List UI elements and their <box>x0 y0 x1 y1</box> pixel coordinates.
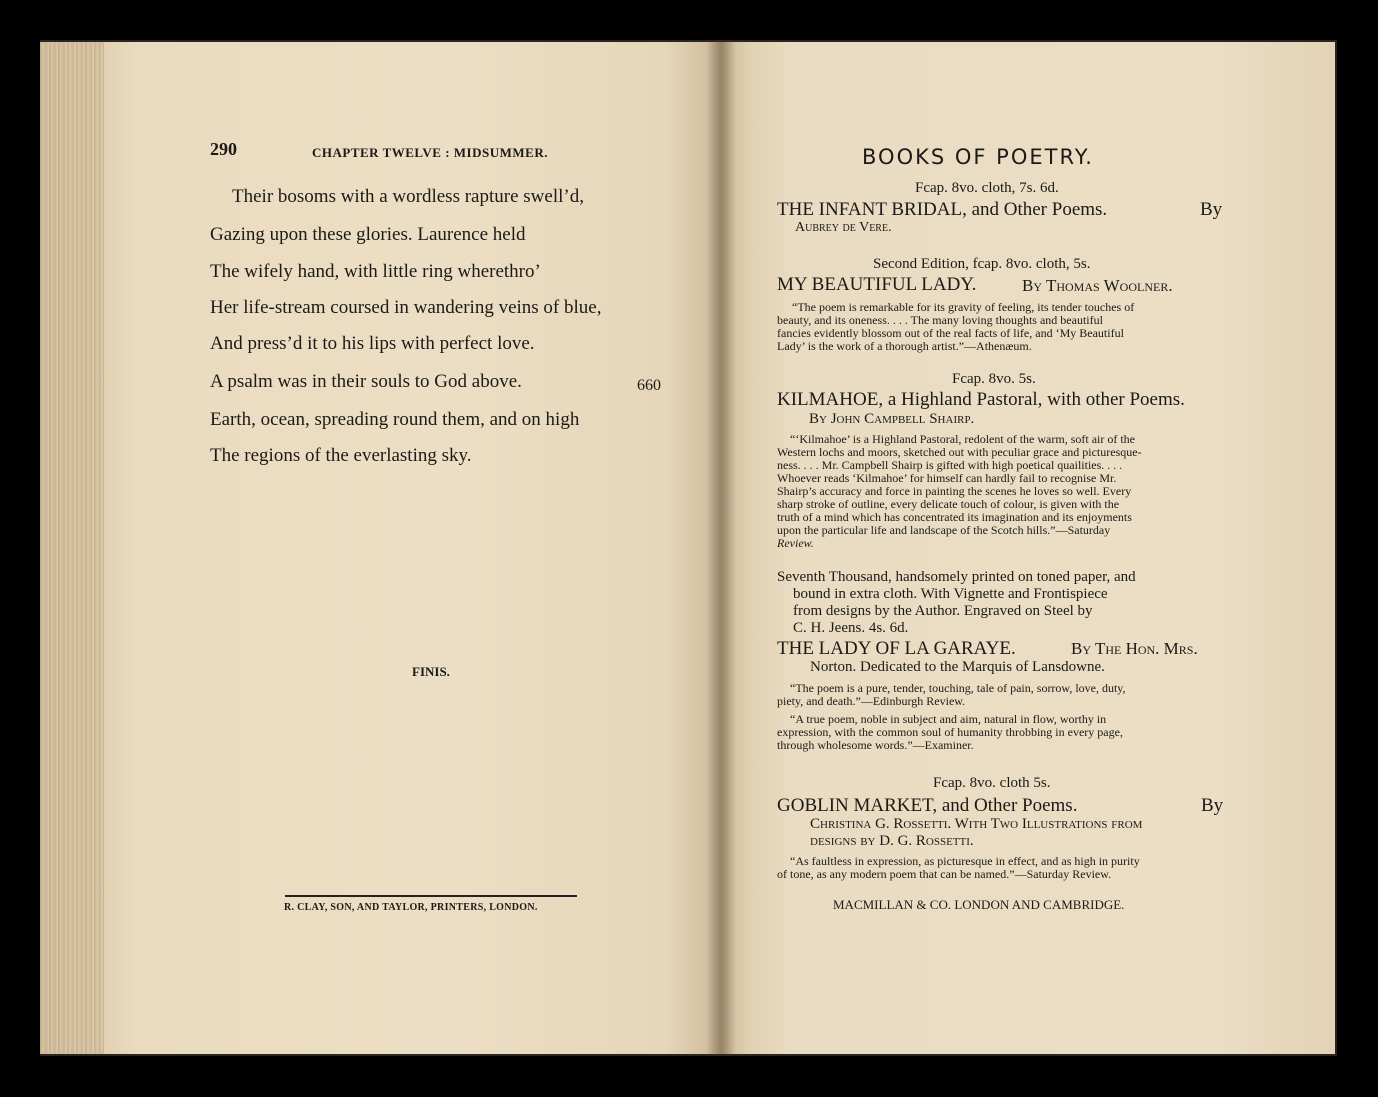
poem-line: The regions of the everlasting sky. <box>210 445 472 466</box>
review-line: Shairp’s accuracy and force in painting the scenes he loves so well. Every <box>777 484 1132 498</box>
review-line: Western lochs and moors, sketched out with peculiar grace and picturesque- <box>777 445 1142 459</box>
line-number: 660 <box>637 377 661 394</box>
poem-line: Gazing upon these glories. Laurence held <box>210 224 526 245</box>
entry-author: By John Campbell Shairp. <box>809 411 975 427</box>
review-line: “The poem is remarkable for its gravity of feeling, its tender touches of <box>792 300 1135 314</box>
entry-title: GOBLIN MARKET, and Other Poems. <box>777 795 1078 816</box>
entry-title: MY BEAUTIFUL LADY. <box>777 274 977 295</box>
finis: FINIS. <box>412 664 450 679</box>
section-title: BOOKS OF POETRY. <box>862 145 1094 169</box>
review-line: upon the particular life and landscape of the Scotch hills.”—Saturday <box>777 523 1111 537</box>
entry-author: Aubrey de Vere. <box>795 220 892 235</box>
review-line: sharp stroke of outline, every delicate touch of colour, is given with the <box>777 497 1120 511</box>
review-line: expression, with the common soul of humanity throbbing in every page, <box>777 725 1123 739</box>
poem-line: Her life-stream coursed in wandering veins of blue, <box>210 297 602 318</box>
entry-format: Second Edition, fcap. 8vo. cloth, 5s. <box>873 256 1091 272</box>
entry-title: KILMAHOE, a Highland Pastoral, with other Poems. <box>777 389 1185 410</box>
page-edges <box>40 42 104 1054</box>
entry-format: Fcap. 8vo. 5s. <box>952 371 1036 387</box>
poem-line: The wifely hand, with little ring wherethro’ <box>210 261 541 282</box>
entry-format-line: from designs by the Author. Engraved on Steel by <box>793 603 1093 619</box>
review-line: of tone, as any modern poem that can be named.”—Saturday Review. <box>777 867 1112 881</box>
poem-line: A psalm was in their souls to God above. <box>210 371 522 392</box>
review-line: through wholesome words.”—Examiner. <box>777 738 974 752</box>
publisher-imprint: MACMILLAN & CO. LONDON AND CAMBRIDGE. <box>833 897 1125 912</box>
poem-line: Earth, ocean, spreading round them, and on high <box>210 409 580 430</box>
entry-author: By Thomas Woolner. <box>1022 276 1173 295</box>
printer-rule <box>285 895 577 897</box>
entry-by: By <box>1201 795 1224 816</box>
review-line: truth of a mind which has concentrated its imagination and its enjoyments <box>777 510 1132 524</box>
entry-format: Fcap. 8vo. cloth, 7s. 6d. <box>915 180 1059 196</box>
review-line: “The poem is a pure, tender, touching, tale of pain, sorrow, love, duty, <box>790 681 1126 695</box>
book-spine <box>706 40 736 1056</box>
page-number: 290 <box>210 139 237 159</box>
entry-format: Fcap. 8vo. cloth 5s. <box>933 775 1051 791</box>
review-line: ness. . . . Mr. Campbell Shairp is gifted with high poetical quailities. . . . <box>777 458 1123 472</box>
entry-author-line: Christina G. Rossetti. With Two Illustrations from <box>810 816 1143 832</box>
review-line: piety, and death.”—Edinburgh Review. <box>777 694 966 708</box>
review-line: beauty, and its oneness. . . . The many loving thoughts and beautiful <box>777 313 1103 327</box>
review-line: Whoever reads ‘Kilmahoe’ for himself can hardly fail to recognise Mr. <box>777 471 1117 485</box>
entry-title: THE LADY OF LA GARAYE. <box>777 638 1016 659</box>
entry-by: By The Hon. Mrs. <box>1071 639 1198 658</box>
review-line: “As faultless in expression, as picturesque in effect, and as high in purity <box>790 854 1140 868</box>
entry-format-line: bound in extra cloth. With Vignette and Frontispiece <box>793 586 1108 602</box>
entry-author: Norton. Dedicated to the Marquis of Lansdowne. <box>810 659 1105 675</box>
entry-author-line: designs by D. G. Rossetti. <box>810 833 974 849</box>
printer-imprint: R. CLAY, SON, AND TAYLOR, PRINTERS, LONDON. <box>284 902 538 913</box>
entry-title: THE INFANT BRIDAL, and Other Poems. <box>777 199 1108 220</box>
entry-format-line: Seventh Thousand, handsomely printed on toned paper, and <box>777 569 1136 585</box>
review-line: fancies evidently blossom out of the real facts of life, and ‘My Beautiful <box>777 326 1124 340</box>
running-head: CHAPTER TWELVE : MIDSUMMER. <box>312 145 548 160</box>
review-line: “A true poem, noble in subject and aim, natural in flow, worthy in <box>790 712 1107 726</box>
poem-line: And press’d it to his lips with perfect love. <box>210 333 535 354</box>
review-line: Review. <box>777 536 814 550</box>
poem-line: Their bosoms with a wordless rapture swell’d, <box>232 186 584 207</box>
entry-format-line: C. H. Jeens. 4s. 6d. <box>793 620 909 636</box>
review-line: “‘Kilmahoe’ is a Highland Pastoral, redolent of the warm, soft air of the <box>790 432 1136 446</box>
review-line: Lady’ is the work of a thorough artist.”—Athenæum. <box>777 339 1032 353</box>
entry-by: By <box>1200 199 1223 220</box>
